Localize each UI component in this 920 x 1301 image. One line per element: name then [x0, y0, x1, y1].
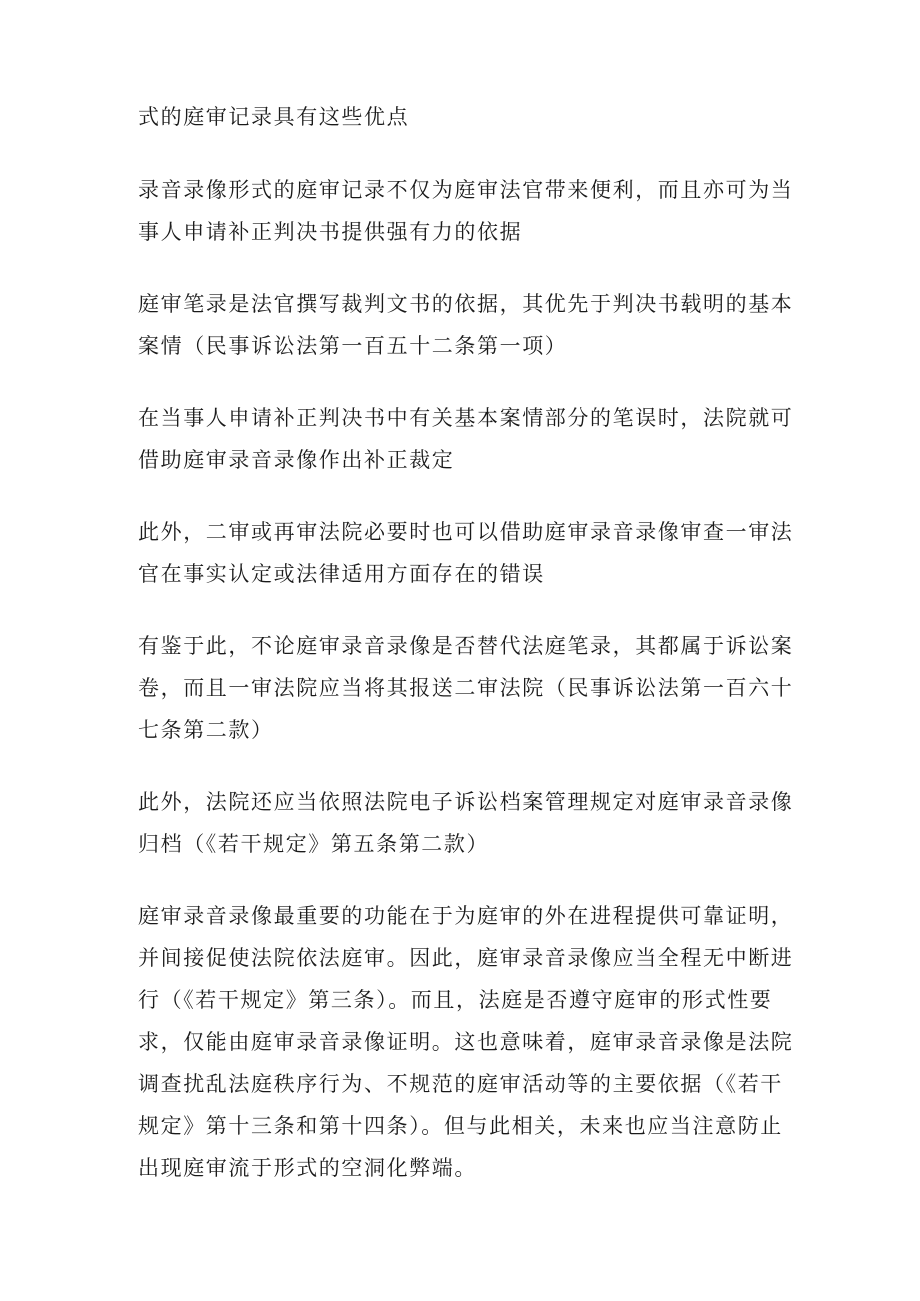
paragraph-case-file: 有鉴于此，不论庭审录音录像是否替代法庭笔录，其都属于诉讼案卷，而且一审法院应当将其报送二审法院（民事诉讼法第一百六十七条第二款）	[138, 634, 794, 742]
paragraph-appeal-review: 此外，二审或再审法院必要时也可以借助庭审录音录像审查一审法官在事实认定或法律适用方面存在的错误	[138, 520, 794, 586]
paragraph-archiving: 此外，法院还应当依照法院电子诉讼档案管理规定对庭审录音录像归档（《若干规定》第五条第二款）	[138, 790, 794, 856]
document-body	[138, 96, 798, 1219]
paragraph-transcript-basis: 庭审笔录是法官撰写裁判文书的依据，其优先于判决书载明的基本案情（民事诉讼法第一百五十二条第一项）	[138, 292, 794, 358]
paragraph-main-function: 庭审录音录像最重要的功能在于为庭审的外在进程提供可靠证明，并间接促使法院依法庭审。因此，庭审录音录像应当全程无中断进行（《若干规定》第三条）。而且，法庭是否遵守庭审的形式性要求，仅能由庭审录音录像证明。这也意味着，庭审录音录像是法院调查扰乱法庭秩序行为、不规范的庭审活动等的主要依据（《若干规定》第十三条和第十四条）。但与此相关，未来也应当注意防止出现庭审流于形式的空洞化弊端。	[138, 904, 794, 1180]
paragraph-audio-video-benefits: 录音录像形式的庭审记录不仅为庭审法官带来便利，而且亦可为当事人申请补正判决书提供强有力的依据	[138, 178, 794, 244]
paragraph-intro: 式的庭审记录具有这些优点	[138, 105, 410, 129]
paragraph-correction-ruling: 在当事人申请补正判决书中有关基本案情部分的笔误时，法院就可借助庭审录音录像作出补正裁定	[138, 406, 794, 472]
